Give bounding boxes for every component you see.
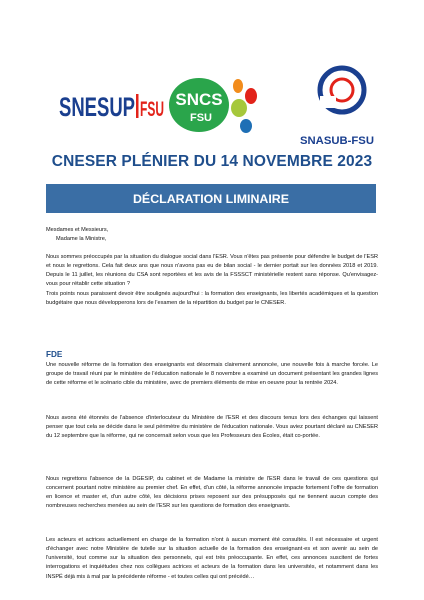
snasub-logo-text: SNASUB-FSU	[300, 135, 375, 147]
intro-paragraphs	[46, 253, 378, 308]
greeting	[46, 226, 378, 244]
sncs-fsu-text: FSU	[190, 112, 212, 124]
greeting-line: Madame la Ministre,	[56, 236, 107, 243]
snesup-fsu-text: FSU	[140, 98, 164, 121]
section-paragraph	[46, 475, 378, 512]
document-title: CNESER PLÉNIER DU 14 NOVEMBRE 2023	[51, 153, 373, 170]
section-paragraph	[46, 414, 378, 441]
declaration-banner	[46, 184, 376, 213]
snasub-fsu-logo	[298, 64, 376, 150]
paragraph: Trois points nous paraissent devoir être soulignés aujourd'hui : la formation des enseignants, les libertés académiques et la question budgétaire que nous développerons lors de l'examen de la répartition du budget par le CNESER.	[46, 290, 378, 306]
sncs-fsu-logo	[166, 72, 266, 138]
section-heading: FDE	[46, 350, 63, 359]
sncs-logo-text: SNCS	[175, 90, 223, 109]
paragraph: Les acteurs et actrices actuellement en charge de la formation n'ont à aucun moment été consultés. Il est nécessaire et urgent d'échanger avec notre Ministère de tutelle sur la situation actuelle de la formation des enseignant·es et son avenir au sein de l'université, tout comme sur la situation des personnels, qui est très préoccupante. En effet, ces annonces suscitent de fortes interrogations et inquiétudes chez nos collègues actrices et acteurs de la formation dans les universités, et notamment dans les INSPÉ déjà mis à mal par la précédente réforme - et toutes celles qui ont précédé…	[46, 537, 378, 580]
paragraph: Une nouvelle réforme de la formation des enseignants est désormais clairement annoncée, une nouvelle fois à marche forcée. Le groupe de travail réuni par le ministère de l'éducation nationale le 8 novembre a examiné un document présentant les grandes lignes de cette réforme et le scénario cible du ministère, avec de premiers éléments de mise en oeuvre pour la rentrée 2024.	[46, 362, 378, 387]
section-paragraph	[46, 536, 378, 582]
banner-title: DÉCLARATION LIMINAIRE	[132, 191, 290, 206]
snesup-fsu-logo	[58, 86, 166, 122]
paragraph: Nous regrettons l'absence de la DGESIP, du cabinet et de Madame la ministre de l'ESR dans le travail de ces questions qui concernent pourtant notre ministère au premier chef. En effet, d'un côté, la réforme annoncée impacte fortement l'offre de formation en licence et master et, d'un autre côté, les décisions prises reposent sur des présupposés qui ne tiennent aucun compte des nombreuses recherches menées au sein de l'ESR sur les questions de formation des enseignants.	[46, 476, 378, 510]
header-logos	[0, 0, 424, 150]
snesup-logo-text: SNESUP	[59, 92, 135, 122]
paragraph: Nous avons été étonnés de l'absence d'interlocuteur du Ministère de l'ESR et des discours tenus lors des échanges qui laissent penser que tout cela se décide dans le seul périmètre du ministère de l'éducation nationale. Vous aviez pourtant déclaré au CNESER du 12 septembre que la réforme, qui ne concernait selon vous que les Professeurs des Écoles, était co-portée.	[46, 415, 378, 440]
section-paragraph	[46, 361, 378, 388]
paragraph: Nous sommes préoccupés par la situation du dialogue social dans l'ESR. Vous n'êtes pas présente pour défendre le budget de l'ESR et nous le regrettons. Cela fait deux ans que nous n'avons pas eu de bilan social - le dernier portait sur les données 2018 et 2019. Depuis le 11 juillet, les réunions du CSA sont reportées et les avis de la FSSSCT ministérielle restent sans réponse. Qu'envisagez-vous pour rétablir cette situation ?	[46, 254, 378, 288]
greeting-line: Mesdames et Messieurs,	[46, 227, 109, 233]
